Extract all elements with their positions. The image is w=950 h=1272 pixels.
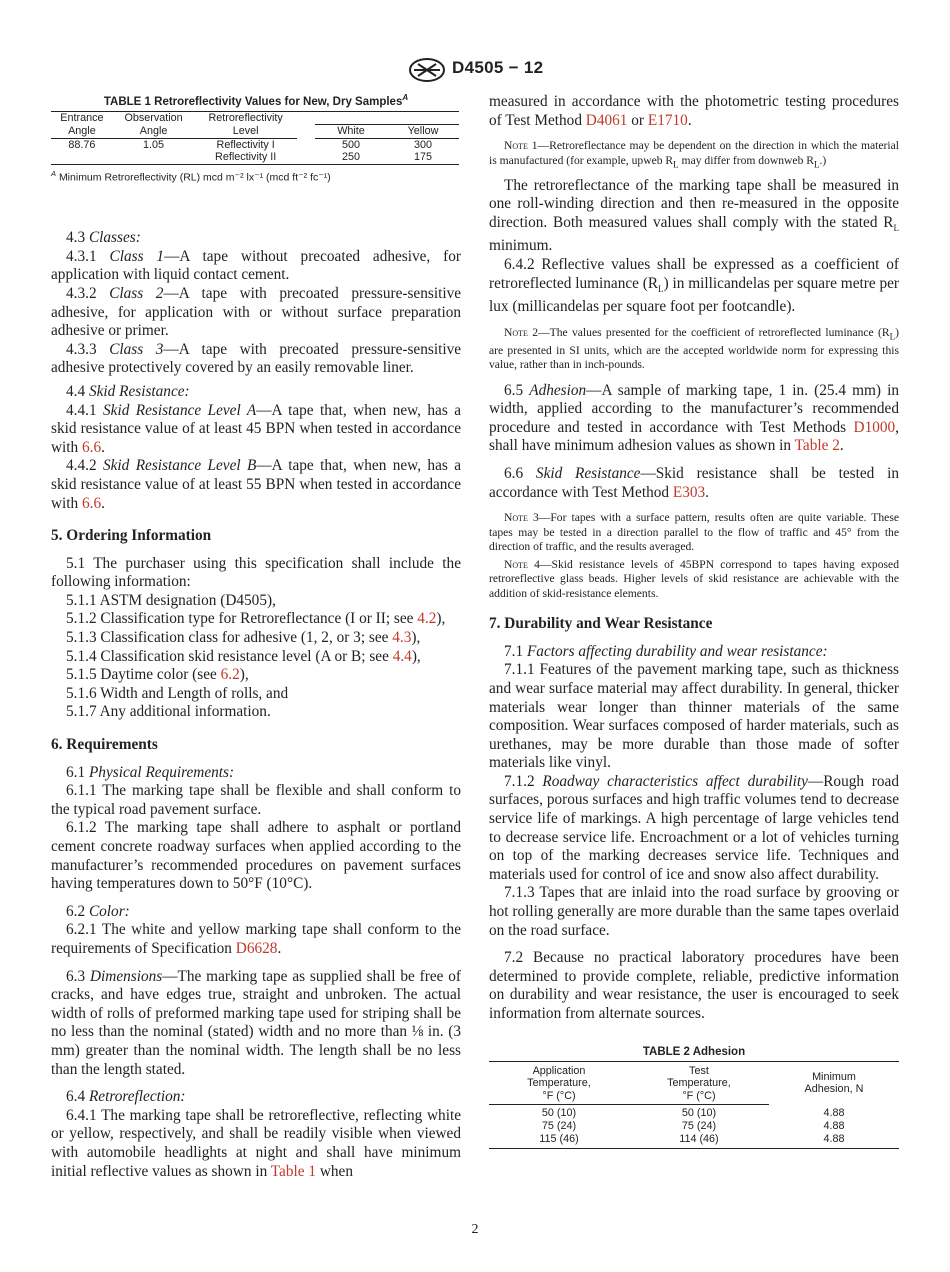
link-4-4[interactable]: 4.4 [392,647,412,665]
section-4-3-3: 4.3.3 Class 3—A tape with precoated pressure-sensitive adhesive protectively covered by an easily removable liner. [51,340,462,377]
table2-grid: Application Test Minimum Adhesion, N Temperature, Temperature, °F (°C) °F (°C) 50 (10) 50 (10) 4.88 75 (24) 75 (24) 4.88 115 (46) 114 (46) 4.88 [489,1061,899,1150]
section-7-1-1: 7.1.1 Features of the pavement marking tape, such as thickness and wear surface material may affect durability. In general, thicker materials wear longer than thinner materials of the same composition. Wear surfaces composed of harder materials, such as urethanes, may be more durable than those made of softer materials like vinyl. [489,661,899,772]
section-6-heading: 6. Requirements [51,736,158,754]
section-5-heading: 5. Ordering Information [51,527,212,545]
note-3: Note 3—For tapes with a surface pattern, results often are quite variable. These tapes may be tested in a direction parallel to the flow of traffic and 45° from the direction of traffic, and the results averaged. [489,511,899,554]
table2 [489,1046,899,1150]
section-7-1: 7.1 Factors affecting durability and wear resistance: [504,642,828,660]
section-5-1-3: 5.1.3 Classification class for adhesive (1, 2, or 3; see 4.3), [66,629,421,647]
section-7-1-2: 7.1.2 Roadway characteristics affect durability—Rough road surfaces, porous surfaces and high traffic volumes tend to decrease service life of markings. A high percentage of large vehicles tend to decrease service life. Encroachment or a lot of vehicles turning on top of the marking decreases service life. Techniques and materials used for control of ice and snow also affect durability. [489,772,899,883]
page-number: 2 [471,1222,479,1237]
section-4-4-1: 4.4.1 Skid Resistance Level A—A tape that, when new, has a skid resistance value of at least 45 BPN when tested in accordance with 6.6. [51,401,461,456]
link-6-2[interactable]: 6.2 [220,666,240,684]
table1 [51,93,461,183]
section-6-5: 6.5 Adhesion—A sample of marking tape, 1 in. (25.4 mm) in width, applied according to the manufacturer’s recommended procedure and tested in accordance with Test Methods D1000, shall have minimum adhesion values as shown in Table 2. [489,381,899,455]
section-4-4: 4.4 Skid Resistance: [66,382,190,400]
section-6-1-2: 6.1.2 The marking tape shall adhere to asphalt or portland cement concrete roadway surfaces when applied according to the manufacturer’s recommended procedures on pavement surfaces having temperatures down to 50°F (10°C). [51,819,461,893]
section-7-heading: 7. Durability and Wear Resistance [489,615,713,633]
link-d1000[interactable]: D1000 [853,418,896,436]
section-5-1-6: 5.1.6 Width and Length of rolls, and [66,684,289,702]
table1-footnote: $^A$ Minimum Retroreflectivity (RL) mcd m⁻² lx⁻¹ (mcd ft⁻² fc⁻¹) [51,168,331,184]
link-6-6[interactable]: 6.6 [82,494,102,512]
section-6-3: 6.3 Dimensions—The marking tape as supplied shall be free of cracks, and have edges true, straight and unbroken. The actual width of rolls of preformed marking tape used for striping shall be no less than the nominal (stated) width and no more than ⅛ in. (3 mm) greater than the nominal width. The length shall be no less than the length stated. [51,967,462,1078]
link-e303[interactable]: E303 [672,483,706,501]
section-7-2: 7.2 Because no practical laboratory procedures have been determined to provide complete, reliable, predictive information on durability and wear resistance, the user is encouraged to seek information from alternate sources. [489,949,899,1022]
left-column [51,90,461,1181]
section-7-1-3: 7.1.3 Tapes that are inlaid into the road surface by grooving or hot rolling generally are more durable than the same tapes overlaid on the road surface. [489,884,899,939]
section-6-1-1: 6.1.1 The marking tape shall be flexible and shall conform to the typical road pavement surface. [51,782,461,818]
section-6-4: 6.4 Retroreflection: [66,1088,186,1106]
section-6-6: 6.6 Skid Resistance—Skid resistance shall be tested in accordance with Test Method E303. [489,464,899,501]
link-e1710[interactable]: E1710 [647,111,688,129]
link-d4061[interactable]: D4061 [585,111,628,129]
page-header [0,58,950,84]
note-1: Note 1—Retroreflectance may be dependent on the direction in which the material is manufactured (for example, upweb $R_L$ may differ from downweb $R_L$.) [489,139,899,169]
table1-title: TABLE 1 Retroreflectivity Values for New, Dry Samples$^A$ [103,93,409,108]
table-row: 75 (24) 75 (24) 4.88 [541,1119,845,1132]
link-4-2[interactable]: 4.2 [417,610,437,628]
link-table-2[interactable]: Table 2 [794,437,840,455]
section-6-1: 6.1 Physical Requirements: [66,763,235,781]
paragraph-continued: measured in accordance with the photometric testing procedures of Test Method D4061 or E1710. [489,93,899,129]
table-row: 115 (46) 114 (46) 4.88 [489,1133,899,1149]
link-d6628[interactable]: D6628 [235,939,278,957]
table-row: 88.76 1.05 Reflectivity I 500 300 [68,138,432,151]
section-4-3-2: 4.3.2 Class 2—A tape with precoated pressure-sensitive adhesive, for application with or without surface preparation adhesive or primer. [51,284,462,340]
designation: D4505 − 12 [452,58,544,77]
table2-title: TABLE 2 Adhesion [642,1045,746,1058]
section-6-4-2: 6.4.2 Reflective values shall be expressed as a coefficient of retroreflected luminance $(R_L)$ in millicandelas per square metre per lux (millicandelas per square foot per footcandle). [489,255,899,316]
section-5-1-7: 5.1.7 Any additional information. [66,703,271,721]
link-6-6[interactable]: 6.6 [82,438,102,456]
table-row: 50 (10) 50 (10) 4.88 [541,1107,845,1120]
section-4-4-2: 4.4.2 Skid Resistance Level B—A tape that, when new, has a skid resistance value of at least 55 BPN when tested in accordance with 6.6. [51,457,461,512]
link-table-1[interactable]: Table 1 [270,1162,317,1180]
section-5-1: 5.1 The purchaser using this specification shall include the following information: [51,554,461,591]
table-row: Reflectivity II 250 175 [51,151,459,164]
section-4-3: 4.3 Classes: [66,229,141,247]
table1-grid: Entrance Observation Retroreflectivity Angle Angle Level White Yellow 88.76 1.05 Reflectivity I 500 300 Reflectivity II 250 175 [51,111,459,165]
section-6-2: 6.2 Color: [66,902,130,920]
section-6-2-1: 6.2.1 The white and yellow marking tape shall conform to the requirements of Specification D6628. [51,921,461,957]
section-4-3-1: 4.3.1 Class 1—A tape without precoated adhesive, for application with liquid contact cement. [51,247,462,284]
section-5-1-1: 5.1.1 ASTM designation (D4505), [66,591,276,609]
section-6-4-1: 6.4.1 The marking tape shall be retroreflective, reflecting white or yellow, respectively, and shall be readily visible when viewed with automobile headlights at night and shall have minimum initial reflective values as shown in Table 1 when [51,1106,461,1180]
paragraph-retro-measure: The retroreflectance of the marking tape shall be measured in one roll-winding direction and then re-measured in the opposite direction. Both measured values shall comply with the stated $R_L$ minimum. [489,176,899,255]
astm-logo-icon [408,58,446,82]
section-5-1-5: 5.1.5 Daytime color (see 6.2), [66,666,249,684]
note-4: Note 4—Skid resistance levels of 45BPN correspond to tapes having exposed retroreflective glass beads. Higher levels of skid resistance are achievable with the addition of skid-resistance elements. [489,557,899,600]
link-4-3[interactable]: 4.3 [392,629,412,647]
note-2: Note 2—The values presented for the coefficient of retroreflected luminance $(R_L)$ are presented in SI units, which are the accepted worldwide norm for expressing this value, rather than in inch-pounds. [489,325,899,372]
section-5-1-4: 5.1.4 Classification skid resistance level (A or B; see 4.4), [66,647,421,665]
right-column [489,93,899,1149]
section-5-1-2: 5.1.2 Classification type for Retroreflectance (I or II; see 4.2), [66,610,446,628]
